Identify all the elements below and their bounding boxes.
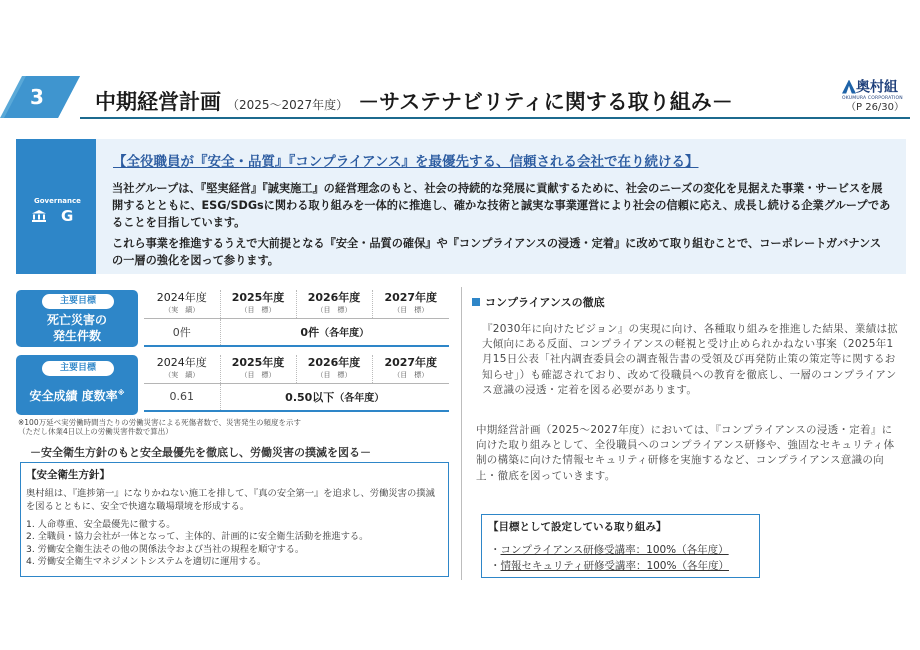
section-badge [0, 76, 80, 118]
title-rule [80, 117, 910, 119]
list-item [490, 542, 729, 557]
company-logo [842, 76, 904, 101]
column-divider [461, 287, 462, 580]
kpi-footnote-1: ※100万延べ実労働時間当たりの労働災害による死傷者数で、災害発生の頻度を示す [18, 418, 301, 427]
target-text: 情報セキュリティ研修受講率：100%（各年度） [500, 560, 729, 572]
logo-mark-icon [842, 80, 856, 94]
compliance-heading-text: コンプライアンスの徹底 [485, 296, 605, 309]
governance-label: Governance [34, 197, 81, 205]
kpi-fatal-accidents-table [144, 290, 449, 347]
kpi-actual-value: 0.61 [144, 383, 220, 411]
kpi-target-number: 0件 [300, 325, 320, 339]
kpi-target-suffix: （各年度） [334, 392, 385, 404]
governance-letter: G [61, 207, 74, 225]
list-item: 1. 人命尊重、安全最優先に徹する。 [26, 519, 176, 530]
kpi-pill: 主要目標 [42, 361, 114, 376]
policy-list [26, 519, 368, 569]
kpi-target-value [220, 318, 449, 346]
year-note: （目 標） [393, 370, 429, 379]
policy-title: 【安全衛生方針】 [26, 469, 110, 481]
kpi-footnote-2: （ただし休業4日以上の労働災害件数で算出） [18, 427, 173, 436]
page-subtitle: －サステナビリティに関する取り組み－ [358, 90, 733, 114]
kpi-name-line1: 死亡災害の [46, 313, 107, 327]
policy-intro: 奥村組は、『進捗第一』になりかねない施工を排して、『真の安全第一』を追求し、労働災害の撲滅を図るとともに、安全で快適な職場環境を形成する。 [26, 488, 435, 512]
list-item [490, 558, 729, 573]
year-note: （実 績） [164, 305, 200, 314]
building-icon [32, 210, 46, 222]
year-note: （実 績） [164, 370, 200, 379]
kpi-name-line2: 発生件数 [52, 329, 101, 343]
targets-box [481, 514, 760, 578]
year-note: （目 標） [240, 370, 276, 379]
compliance-paragraph-2: 中期経営計画（2025〜2027年度）においては、『コンプライアンスの浸透・定着』に向けた取り組みとして、全役職員へのコンプライアンス研修や、強固なセキュリティ体制の構築に向けた情報セキュリティ研修を実施するなど、コンプライアンス意識の向上・徹底を図っていきます。 [476, 424, 895, 482]
kpi-safety-rate-table [144, 355, 449, 412]
page-title-main: 中期経営計画 [95, 90, 221, 114]
year-cell: 2027年度 [384, 355, 438, 369]
kpi-target-value [220, 383, 449, 411]
compliance-heading [472, 294, 605, 310]
governance-paragraph-2: これら事業を推進するうえで大前提となる『安全・品質の確保』や『コンプライアンスの浸透・定着』に改めて取り組むことで、コーポレートガバナンスの一層の強化を図って参ります。 [112, 237, 882, 267]
year-cell: 2024年度 [156, 355, 207, 369]
bullet: ・ [490, 544, 501, 556]
kpi-name [16, 385, 138, 404]
kpi-pill: 主要目標 [42, 294, 114, 309]
page-title [95, 86, 733, 116]
year-cell: 2025年度 [231, 355, 285, 369]
bullet: ・ [490, 560, 501, 572]
kpi-target-suffix: （各年度） [319, 327, 370, 339]
governance-sidebar [16, 139, 96, 274]
page-number: （P 26/30） [846, 102, 905, 113]
compliance-paragraph-1: 『2030年に向けたビジョン』の実現に向け、各種取り組みを推進した結果、業績は拡大傾向にある反面、コンプライアンスの軽視と受け止められかねない事案（2025年1月15日公表「社内調査委員会の調査報告書の受領及び再発防止策の策定等に関するお知らせ」）も確認されており、改めて役職員への教育を徹底し、一層のコンプライアンス意識の浸透・定着を図る必要があります。 [482, 323, 899, 396]
list-item: 4. 労働安全衛生マネジメントシステムを適切に運用する。 [26, 556, 267, 568]
year-note: （目 標） [316, 305, 352, 314]
governance-heading: 【全役職員が『安全・品質』『コンプライアンス』を最優先する、信頼される会社で在り続ける】 [113, 154, 699, 170]
policy-caption: －安全衛生方針のもと安全最優先を徹底し、労働災害の撲滅を図る－ [30, 446, 371, 459]
year-cell: 2026年度 [307, 355, 361, 369]
year-cell: 2027年度 [384, 290, 438, 304]
kpi-name-sup: ※ [117, 389, 125, 397]
year-note: （目 標） [393, 305, 429, 314]
safety-policy-box [20, 462, 449, 577]
year-cell: 2025年度 [231, 290, 285, 304]
kpi-target-number: 0.50以下 [285, 390, 335, 404]
page-title-years: （2025〜2027年度） [227, 98, 349, 112]
square-bullet-icon [472, 298, 480, 306]
kpi-fatal-accidents-label [16, 290, 138, 347]
section-number: 3 [30, 85, 44, 109]
year-note: （目 標） [240, 305, 276, 314]
year-note: （目 標） [316, 370, 352, 379]
kpi-safety-rate-label [16, 355, 138, 415]
logo-name: 奥村組 [856, 79, 898, 96]
list-item: 3. 労働安全衛生法その他の関係法令および当社の規程を順守する。 [26, 543, 305, 555]
kpi-actual-value: 0件 [144, 318, 220, 346]
kpi-name-line1: 安全成績 度数率 [29, 389, 118, 403]
list-item: 2. 全職員・協力会社が一体となって、主体的、計画的に安全衛生活動を推進する。 [26, 531, 369, 543]
year-cell: 2026年度 [307, 290, 361, 304]
targets-title: 【目標として設定している取り組み】 [488, 521, 667, 533]
governance-paragraph-1: 当社グループは、『堅実経営』『誠実施工』の経営理念のもと、社会の持続的な発展に貢献するために、社会のニーズの変化を見据えた事業・サービスを展開するとともに、ESG/SDGsに関わる取り組みを一体的に推進し、確かな技術と誠実な事業運営により社会の信頼に応え、成長し続ける企業グループであることを目指しています。 [112, 182, 891, 229]
kpi-name [16, 312, 138, 344]
logo-english: OKUMURA CORPORATION [842, 95, 903, 101]
target-text: コンプライアンス研修受講率：100%（各年度） [500, 544, 729, 556]
year-cell: 2024年度 [156, 290, 207, 304]
